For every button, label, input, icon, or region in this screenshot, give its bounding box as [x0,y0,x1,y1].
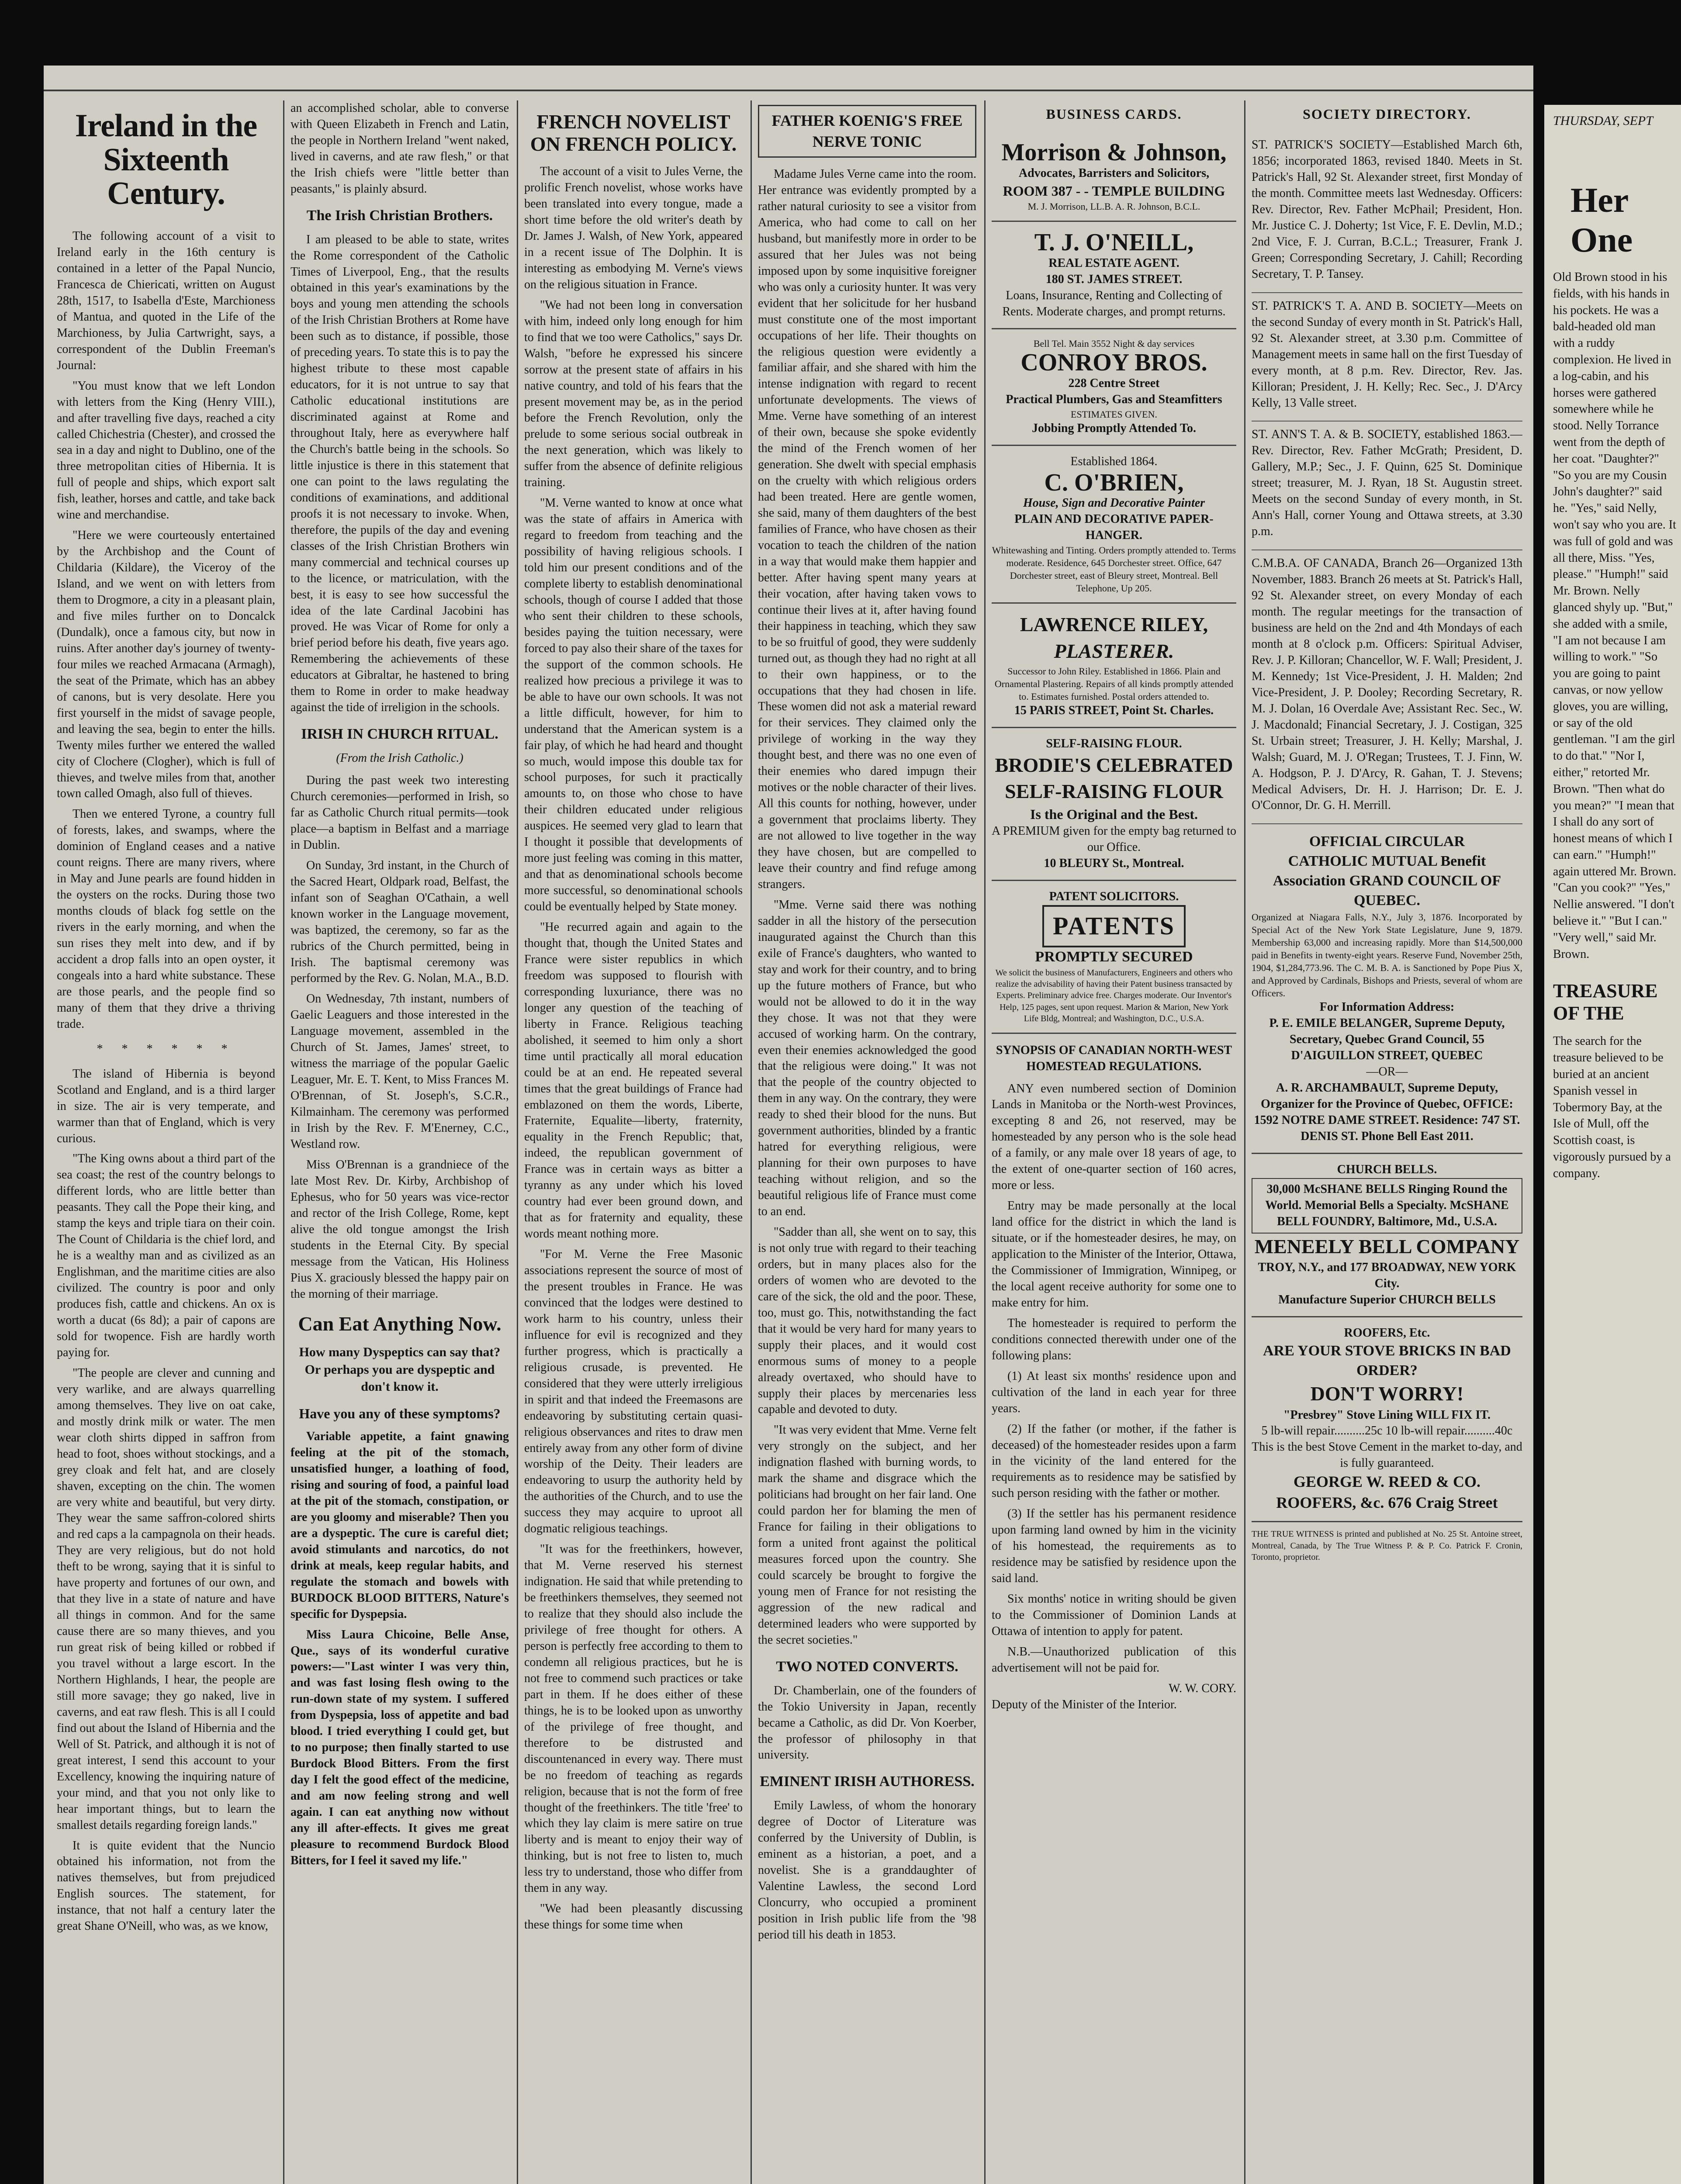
stove-prices: 5 lb-will repair..........25c 10 lb-will repair..........40c [1261,1424,1513,1438]
paragraph: "For M. Verne the Free Masonic associations represent the source of most of the present troubles in France. He was convinced that the lodges were destined to work harm to his country, unless their influence for evil is recognized and they further progress, which is practically a religious crusade, is prevented. He considered that they were utterly irreligious in spirit and that indeed the Freemasons are endeavoring by substituting certain quasi-religious observances and rites to draw men entirely away from any other form of divine worship of the Deity. Their leaders are endeavoring to usurp the authority held by the authorities of the Church, and to use the success they may acquire to uproot all dogmatic religious teachings. [524,1248,743,1536]
meneely-loc: TROY, N.Y., and 177 BROADWAY, NEW YORK City. [1258,1261,1516,1291]
bells-head: CHURCH BELLS. [1337,1162,1437,1176]
paragraph: "It was very evident that Mme. Verne felt very strongly on the subject, and her indignation flashed with burning words, to mark the shame and disgrace which the politicians had brought on her fair land. One could pardon her for blaming the men of France for failing in their obligations to form a united front against the political measures forced upon the country. She could scarcely be brought to forgive the young men of France for not resisting the aggression of the new radical and determined leaders who were supported by the secret societies." [758,1423,976,1647]
next-page-title: Her One [1570,181,1633,259]
card-cmba [1252,824,1522,1154]
firm-text: Loans, Insurance, Renting and Collecting of Rents. Moderate charges, and prompt returns. [1002,288,1226,318]
next-page-edge [1544,105,1681,2184]
mcshane-ad: 30,000 McSHANE BELLS Ringing Round the World. Memorial Bells a Specialty. McSHANE BELL FOUNDRY, Baltimore, Md., U.S.A. [1252,1178,1522,1234]
paragraph: Madame Jules Verne came into the room. Her entrance was evidently prompted by a rather natural curiosity to see a visitor from America, who had come to call on her husband, but manifestly more in order to be assured that her Jules was not being imposed upon by some inquisitive foreigner who was only a curiosity hunter. It was very evident that her solicitude for her husband must constitute one of the most important occupations of her life. Their thoughts on the religious question were evidently a familiar affair, and she shared with him the intense indignation with regard to recent unfortunate developments. The views of Mme. Verne have something of an interest of their own, because she spoke evidently the mind of the French women of her generation. She dwelt with special emphasis on the cruelty with which religious orders had been treated. Here are gentle women, she said, many of them daughters of the best families of France, who have chosen as their vocation to teach the children of the nation in a way that would make them happier and better. After having spent many years at their vocation, after having taken vows to continue their lives at it, after having found their happiness in teaching, which they saw to be so fruitful of good, they were suddenly turned out, as though they had no right at all to their own happiness, or to the occupations that they had chosen in life. These women did not ask a material reward for their services. They claimed only the privilege of working in the way they thought best, and there was no one even of their enemies who dared impugn their motives or the noble character of their lives. All this counts for nothing, however, under a government that proclaims liberty. They are not allowed to live together in the way they have chosen, but are compelled to leave their country and find refuge among strangers. [758,167,976,891]
homestead-signature: W. W. CORY. [1169,1681,1236,1695]
column-rule [517,100,518,2184]
header-rule [44,90,1533,91]
section-heading-business: BUSINESS CARDS. [1046,106,1182,122]
column-verne-continued [758,100,976,2184]
paragraph: The account of a visit to Jules Verne, the prolific French novelist, whose works have been translated into every tongue, made a short time before the old writer's death by Dr. James J. Walsh, of New York, appeared in a recent issue of The Dolphin. It is interesting as embodying M. Verne's views on the religious situation in France. [524,165,743,291]
card-bells [1252,1154,1522,1317]
column-rule [751,100,752,2184]
firm-name: T. J. O'NEILL, [1034,229,1194,256]
article-title-eminent: EMINENT IRISH AUTHORESS. [760,1773,975,1790]
card-morrison [992,132,1236,222]
next-page-date: THURSDAY, SEPT [1553,114,1653,128]
next-page-text: Old Brown stood in his fields, with his hands in his pockets. He was a bald-headed old man with a ruddy complexion. He lived in a log-cabin, and his horses were gathered somewhere while he stood. Nelly Torrance went from the depth of her coat. "Daughter?" "So you are my Cousin John's daughter?" said he. "Yes," said Nelly, won't say who you are. It was full of gold and was all there, Miss. "Yes, please." "Humph!" said Mr. Brown. Nelly glanced shyly up. "But," she added with a smile, "I am not because I am willing to work." "So you are going to paint canvas, or now yellow gloves, you are willing, or say of the old gentleman. "I am the girl to do that." "Nor I, either," retorted Mr. Brown. "Then what do you mean?" "I mean that I shall do any sort of honest means of which I can earn." "Humph!" again uttered Mr. Brown. "Can you cook?" "Yes," Nellie answered. "I don't believe it." "But I can." "Very well," said Mr. Brown. [1553,270,1677,961]
flour-name: BRODIE'S CELEBRATED SELF-RAISING FLOUR [995,753,1233,803]
paragraph: During the past week two interesting Church ceremonies—performed in Irish, so far as Catholic Church ritual permits—took place—a baptism in Belfast and a marriage in Dublin. [291,774,509,852]
patents-sub: PROMPTLY SECURED [1035,948,1193,965]
section-divider: * * * * * * [97,1042,235,1056]
society-text: ST. PATRICK'S SOCIETY—Established March 6th, 1856; incorporated 1863, revised 1840. Meets in St. Patrick's Hall, 92 St. Alexander street, first Monday of the month. Committee meets last Wednesday. Officers: Rev. Director, Rev. Father McPhail; President, Hon. Mr. Justice C. J. Doherty; 1st Vice, F. E. Devlin, M.D.; 2nd Vice, F. J. Curran, B.C.L.; Treasurer, Frank J. Green; Corresponding Secretary, J. Cahill; Recording Secretary, T. P. Tansey. [1252,138,1522,281]
patents-word: PATENTS [1042,905,1186,947]
column-rule [283,100,284,2184]
society-entry [1252,422,1522,550]
paragraph: "The King owns about a third part of the sea coast; the rest of the country belongs to different lords, who are little better than peasants. They call the Pope their king, and stamp the keys and triple tiara on their coin. The Count of Childaria is the chief lord, and he is a wealthy man and as civilized as an Englishman, and the maritime cities are also civilized. The country is poor and only produces fish, cattle and chickens. An ox is worth a ducat (6s 8d); a pair of capons are sold for twopence. Fish are hardly worth paying for. [57,1152,275,1359]
firm-name: CONROY BROS. [1020,349,1207,376]
paragraph: (3) If the settler has his permanent residence upon farming land owned by him in the vicinity of his homestead, the requirements as to residence may be satisfied by residence upon the said land. [992,1507,1236,1586]
article-source: (From the Irish Catholic.) [336,751,463,765]
card-riley [992,604,1236,728]
firm-name: C. O'BRIEN, [1044,469,1184,496]
paragraph: "We had been pleasantly discussing these things for some time when [524,1902,743,1932]
cmba-info: For Information Address: [1319,1000,1455,1014]
paragraph: I am pleased to be able to state, writes the Rome correspondent of the Catholic Times of Liverpool, Eng., that the results obtained in this year's examinations by the boys and young men attending the schools of the Irish Christian Brothers at Rome have been such as to distance, if possible, those of preceding years. To state this is to pay the highest tribute to these most capable educators, for it is not untrue to say that Catholic educational institutions are discriminated against at Rome and throughout Italy, here as everywhere half the Church's battle being in the schools. So little injustice is there in this statement that one can point to the laws regulating the conditions of examinations, and additional proofs it is not necessary to invoke. When, therefore, the pupils of the day and evening classes of the Irish Christian Brothers win many commercial and technical courses up to the licence, or matriculation, with the best, it is easy to see how successful the idea of the late Cardinal Jacobini has proved. He was Vicar of Rome for only a brief period before his death, five years ago. Remembering the achievements of these educators at Gibraltar, he hastened to bring them to Rome in order to make headway against the tide of irreligion in the schools. [291,232,509,715]
society-entry [1252,293,1522,422]
next-page-treasure-title: TREASURE OF THE [1553,980,1658,1024]
ad-question: Have you any of these symptoms? [299,1405,501,1421]
column-ireland [57,100,275,2184]
ad-body: Variable appetite, a faint gnawing feeling at the pit of the stomach, unsatisfied hunger, a loathing of food, rising and souring of food, a painful load at the pit of the stomach, constipation, or are you gloomy and miserable? Then you are a dyspeptic. The cure is careful diet; avoid stimulants and narcotics, do not drink at meals, keep regular habits, and regulate the stomach and bowels with BURDOCK BLOOD BITTERS, Nature's specific for Dyspepsia. [291,1430,509,1621]
paragraph: "M. Verne wanted to know at once what was the state of affairs in America with regard to freedom from teaching and the possibility of having religious schools. I told him our present conditions and of the complete liberty to establish denominational schools, though of course I added that those who sent their children to these schools, besides paying the tuition necessary, were forced to pay also their share of the taxes for the support of the common schools. He realized how precious a privilege it was to be able to have our own schools. It was not a little difficult, however, for him to understand that the American system is a fair play, of which he had heard and thought so much, would impose this double tax for school purposes, for such it practically amounts to, on those who chose to have their children educated under religious auspices. He seemed very glad to learn that I thought it possible that developments of more just feeling was coming in this matter, and that as denominational schools become more successful, so denominational schools could be eventually helped by State money. [524,496,743,914]
ad-title-eat: Can Eat Anything Now. [298,1312,502,1335]
firm-text: Successor to John Riley. Established in 1866. Plain and Ornamental Plastering. Repairs of all kinds promptly attended to. Estimates furnished. Postal orders attended to. [994,665,1234,702]
paragraph: Entry may be made personally at the local land office for the district in which the land is situate, or if the homesteader desires, he may, on application to the Minister of the Interior, Ottawa, the Commissioner of Immigration, Winnipeg, or the local agent receive authority for some one to make entry for him. [992,1199,1236,1310]
paragraph: (2) If the father (or mother, if the father is deceased) of the homesteader resides upon a farm in the vicinity of the land entered for the requirements as to residence may be satisfied by such person residing with the father or mother. [992,1422,1236,1500]
column-verne [524,100,743,2184]
flour-addr: 10 BLEURY St., Montreal. [1044,857,1184,871]
article-title-brothers: The Irish Christian Brothers. [306,207,493,224]
firm-text: Practical Plumbers, Gas and Steamfitters [1006,392,1222,406]
article-title-ireland: Ireland in the Sixteenth Century. [75,108,257,212]
roof-head: ROOFERS, Etc. [1344,1326,1430,1340]
firm-tel: Bell Tel. Main 3552 Night & day services [1033,338,1195,349]
paragraph: an accomplished scholar, able to converse with Queen Elizabeth in French and Latin, the people in Northern Ireland "went naked, lived in caverns, and ate raw flesh," or that the Irish chiefs were "little better than peasants," is plainly absurd. [291,101,509,196]
paragraph: "Mme. Verne said there was nothing sadder in all the history of the persecution inaugurated against the Church than this exile of France's daughters, who wanted to stay and work for their country, and to bring up the future mothers of France, but who would not be allowed to do it in the way they chose. It was not that they were accused of working harm. On the contrary, even their enemies acknowledged the good that the religious were doing." It was not that the people of the country objected to them in any way. On the contrary, they were ready to shed their blood for the nuns. But government authorities, blinded by a frantic hatred for everything religious, were planning for their own purposes to have teaching without religion, and so the beautiful religious life of France must come to an end. [758,898,976,1219]
paragraph: "He recurred again and again to the thought that, though the United States and France were sister republics in which freedom was supposed to flourish with corresponding luxuriance, there was no longer any question of the teaching of liberty in France. Religious teaching abolished, it seemed to him only a short time until practically all moral education could be at an end. He repeated several times that the great buildings of France had emblazoned on them the words, Liberte, Fraternite, Equalite—liberty, fraternity, equality in the French Republic; that, indeed, the republican government of France was in certain ways as bitter a tyranny as any under which his loved country had ever been ground down, and that as for fraternity and equality, these words meant nothing more. [524,920,743,1241]
society-text: ST. PATRICK'S T. A. AND B. SOCIETY—Meets on the second Sunday of every month in St. Patrick's Hall, 92 St. Alexander street, at 3.30 p.m. Committee of Management meets in same hall on the first Tuesday of every month, at 8 p.m. Rev. Director, Rev. Jas. Killoran; President, J. H. Kelly; Rec. Sec., J. D'Arcy Kelly, 13 Valle street. [1252,299,1522,410]
stove-dont: DON'T WORRY! [1310,1382,1464,1405]
homestead-notice [992,1043,1236,1713]
cmba-or: —OR— [1366,1064,1408,1078]
paragraph: Miss O'Brennan is a grandniece of the late Most Rev. Dr. Kirby, Archbishop of Ephesus, who for 50 years was vice-rector and rector of the Irish College, Rome, kept alive the old tongue amongst the Irish students in the Eternal City. By special message from the Vatican, His Holiness Pius X. graciously blessed the happy pair on the morning of their marriage. [291,1158,509,1301]
paragraph: N.B.—Unauthorized publication of this advertisement will not be paid for. [992,1645,1236,1675]
paragraph: "We had not been long in conversation with him, indeed only long enough for him to find that we too were Catholics," says Dr. Walsh, "before he expressed his sincere sorrow at the present state of affairs in his native country, and told of his fears that the present movement may be, as in the period before the French Revolution, only the prelude to some serious social outbreak in the next generation, which was likely to suffer from the absence of definite religious training. [524,298,743,490]
paragraph: The island of Hibernia is beyond Scotland and England, and is a third larger in size. The air is very temperate, and warmer than that of England, which is very curious. [57,1067,275,1145]
reed-ad: GEORGE W. REED & CO. ROOFERS, &c. 676 Craig Street [1276,1473,1498,1511]
column-business-cards [992,100,1236,2184]
firm-text: Whitewashing and Tinting. Orders promptly attended to. Terms moderate. Residence, 645 Dorchester street. Office, 647 Dorchester street, east of Bleury street, Montreal. Bell Telephone, Up 205. [992,545,1236,594]
article-title-ritual: IRISH IN CHURCH RITUAL. [301,726,498,743]
column-rule [1244,100,1245,2184]
firm-names: M. J. Morrison, LL.B. A. R. Johnson, B.C.L. [1027,201,1200,212]
firm-line: Advocates, Barristers and Solicitors, [1018,166,1210,180]
flour-orig: Is the Original and the Best. [1030,806,1198,822]
paragraph: "Here we were courteously entertained by the Archbishop and the Count of Childaria (Kildare), the Viceroy of the Island, and we went on with letters from them to Drogmore, a city in a pleasant plain, and five miles further on to Doncalck (Dundalk), once a famous city, but now in ruins. After another day's journey of twenty-four miles we reached Armacana (Armagh), the seat of the Primate, which has an abbey of canons, but is very desolate. Here you first yourself in the midst of savage people, and leaving the sea, begin to enter the hills. Twenty miles further we entered the walled city of Clochere (Clogher), which is full of thieves, and twelve miles from that, another town called Omagh, also full of thieves. [57,529,275,801]
society-text: C.M.B.A. OF CANADA, Branch 26—Organized 13th November, 1883. Branch 26 meets at St. Patrick's Hall, 92 St. Alexander street, on every Monday of each month. The regular meetings for the transaction of business are held on the 2nd and 4th Mondays of each month at 8 o'clock p.m. Officers: Spiritual Adviser, Rev. J. P. Killoran; Chancellor, W. F. Wall; President, J. M. Kennedy; 1st Vice-President, J. H. Malden; 2nd Vice-President, J. P. Dooley; Recording Secretary, R. M. J. Dolan, 16 Overdale Ave; Assistant Rec. Sec., W. J. Macdonald; Financial Secretary, J. J. Costigan, 325 St. Urbain street; Treasurer, J. H. Kelly; Marshal, J. Walsh; Guard, M. J. O'Regan; Trustees, T. J. Finn, W. A. Hodgson, P. J. D'Arcy, R. Gahan, T. J. Stevens; Medical Advisers, Dr. H. J. Harrison; Dr. E. J. O'Connor, Dr. G. H. Merrill. [1252,556,1522,812]
firm-title: REAL ESTATE AGENT. [1048,256,1179,270]
flour-premium: A PREMIUM given for the empty bag returned to our Office. [992,824,1236,854]
meneely-text: Manufacture Superior CHURCH BELLS [1278,1293,1496,1307]
ad-testimonial: Miss Laura Chicoine, Belle Anse, Que., says of its wonderful curative powers:—"Last winter I was very thin, and was fast losing flesh owing to the run-down state of my system. I suffered from Dyspepsia, loss of appetite and bad blood. I tried everything I could get, but to no purpose; then finally started to use Burdock Blood Bitters. From the first day I felt the good effect of the medicine, and am now feeling strong and well again. I can eat anything now without any ill after-effects. It gives me great pleasure to recommend Burdock Blood Bitters, for I feel it saved my life." [291,1628,509,1867]
meneely-name: MENEELY BELL COMPANY [1254,1235,1520,1258]
paragraph: Dr. Chamberlain, one of the founders of the Tokio University in Japan, recently became a Catholic, as did Dr. Von Koerber, the professor of philosophy in that university. [758,1683,976,1762]
firm-addr: 228 Centre Street [1068,376,1160,390]
ad-nerve-tonic: FATHER KOENIG'S FREE NERVE TONIC [758,105,976,158]
paragraph: On Sunday, 3rd instant, in the Church of the Sacred Heart, Oldpark road, Belfast, the infant son of Seaghan O'Cathain, a well known worker in the Language movement, was baptized, the ceremony, so far as the rubrics of the Church permitted, being in Irish. The baptismal ceremony was performed by the Rev. G. Nolan, M.A., B.D. [291,858,509,985]
paragraph: The following account of a visit to Ireland early in the 16th century is contained in a letter of the Papal Nuncio, Francesca de Chiericati, written on August 28th, 1517, to Isabella d'Este, Marchioness of Mantua, and quoted in the Life of the Marchioness, by Julia Cartwright, says, a correspondent of the Dublin Freeman's Journal: [57,229,275,372]
cmba-archambault: A. R. ARCHAMBAULT, Supreme Deputy, Organizer for the Province of Quebec, OFFICE: 1592 NOTRE DAME STREET. Residence: 747 ST. DENIS ST. Phone Bell East 2011. [1254,1081,1520,1143]
paragraph: The homesteader is required to perform the conditions connected therewith under one of the following plans: [992,1316,1236,1362]
firm-title: House, Sign and Decorative Painter [1023,496,1205,510]
cmba-head: OFFICIAL CIRCULAR [1309,833,1465,850]
card-obrien [992,446,1236,604]
section-heading: SELF-RAISING FLOUR. [1046,736,1182,750]
stove-text: This is the best Stove Cement in the market to-day, and is fully guaranteed. [1252,1440,1522,1470]
firm-est: Established 1864. [1070,454,1158,468]
card-roofers [1252,1317,1522,1522]
stove-presbrey: "Presbrey" Stove Lining WILL FIX IT. [1283,1408,1491,1422]
paragraph: "Sadder than all, she went on to say, this is not only true with regard to their teaching orders, but in many places also for the orders of women who are devoted to the care of the sick, the old and the poor. These, too, must go. This, notwithstanding the fact that it would be very hard for many years to supply their places, and it would cost enormous sums of money to a people already overtaxed, who should have to supply their places by mercenaries less capable and devoted to duty. [758,1225,976,1417]
firm-plain: PLAIN AND DECORATIVE PAPER-HANGER. [1014,512,1214,543]
firm-est: ESTIMATES GIVEN. [1071,408,1157,420]
card-patents [992,881,1236,1033]
card-conroy [992,329,1236,446]
column-society-directory [1252,100,1522,2184]
paragraph: "You must know that we left London with letters from the King (Henry VIII.), and after travelling five days, reached a city called Chichestria (Chester), and crossed the sea in a day and night to Dublino, one of the three metropolitan cities of Hibernia. It is full of people and ships, which export salt fish, leather, horses and cattle, and take back wine and merchandise. [57,379,275,522]
paragraph: ANY even numbered section of Dominion Lands in Manitoba or the North-west Provinces, excepting 8 and 26, not reserved, may be homesteaded by any person who is the sole head of a family, or any male over 18 years of age, to the extent of one-quarter section of 160 acres, more or less. [992,1082,1236,1192]
firm-job: Jobbing Promptly Attended To. [1031,421,1197,435]
cmba-belanger: P. E. EMILE BELANGER, Supreme Deputy, Secretary, Quebec Grand Council, 55 D'AIGUILLON STREET, QUEBEC [1269,1016,1505,1062]
imprint: THE TRUE WITNESS is printed and published at No. 25 St. Antoine street, Montreal, Canada, by The True Witness P. & P. Co. Patrick F. Cronin, Toronto, proprietor. [1252,1529,1522,1562]
card-oneill [992,222,1236,329]
paragraph: "The people are clever and cunning and very warlike, and are always quarrelling among themselves. They live on oat cake, and mostly drink milk or water. The men wear cloth shirts dipped in saffron from head to foot, shoes without stockings, and a grey cloak and felt hat, and are closely shaven, excepting on the chin. The women are very white and beautiful, but very dirty. They wear the same saffron-colored shirts and red caps a la campagnola on their heads. They are very religious, but do not hold theft to be wrong, saying that it is sinful to have property and fortunes of our own, and that they live in a state of nature and have all things in common. And for the same cause there are so many thieves, and you run great risk of being killed or robbed if you travel without a large escort. In the Northern Highlands, I hear, the people are still more savage; they go naked, live in caverns, and eat raw flesh. This is all I could find out about the Island of Hibernia and the Well of St. Patrick, and although it is not of great interest, I send this account to your Excellency, knowing the inquiring nature of your mind, and that you not only like to hear important things, but to learn the smallest details regarding foreign lands." [57,1366,275,1832]
firm-addr: 15 PARIS STREET, Point St. Charles. [1014,703,1214,717]
column-brothers [291,100,509,2184]
stove-question: ARE YOUR STOVE BRICKS IN BAD ORDER? [1263,1343,1511,1379]
firm-name: Morrison & Johnson, [1001,139,1227,166]
article-title-verne: FRENCH NOVELIST ON FRENCH POLICY. [530,111,737,155]
society-entry [1252,550,1522,824]
article-title-converts: TWO NOTED CONVERTS. [776,1658,958,1675]
cmba-name: CATHOLIC MUTUAL Benefit Association GRAND COUNCIL OF QUEBEC. [1273,853,1501,909]
column-rule [984,100,986,2184]
ad-question: How many Dyspeptics can say that? Or perhaps you are dyspeptic and don't know it. [299,1345,501,1394]
section-heading-society: SOCIETY DIRECTORY. [1303,106,1471,122]
firm-name: LAWRENCE RILEY, [1020,613,1208,636]
patents-text: We solicit the business of Manufacturers, Engineers and others who realize the advisability of having their Patent business transacted by Experts. Preliminary advice free. Charges moderate. Our Inventor's Help, 125 pages, sent upon request. Marion & Marion, New York Life Bldg, Montreal; and Washington, D.C., U.S.A. [995,968,1233,1024]
firm-room: ROOM 387 - - TEMPLE BUILDING [1003,183,1225,199]
paragraph: Emily Lawless, of whom the honorary degree of Doctor of Literature was conferred by the University of Dublin, is eminent as a historian, a poet, and a novelist. She is a granddaughter of Valentine Lawless, the second Lord Cloncurry, who occupied a prominent position in Irish public life from the '98 period till his death in 1853. [758,1799,976,1942]
firm-title: PLASTERER. [1054,640,1174,663]
card-flour [992,728,1236,881]
paragraph: Then we entered Tyrone, a country full of forests, lakes, and swamps, where the dominion of England ceases and a native count reigns. There are many rivers, where in May and June pearls are found hidden in the oysters on the rocks. During those two months clouds of black fog settle on the rivers in the early morning, and when the sun rises they melt into dew, and if by accident a drop falls into an open oyster, it congeals into a hard white substance. These are those pearls, and the people find so many of them that they drive a thriving trade. [57,807,275,1031]
paragraph: (1) At least six months' residence upon and cultivation of the land in each year for three years. [992,1369,1236,1415]
paragraph: "It was for the freethinkers, however, that M. Verne reserved his sternest indignation. He said that while pretending to be freethinkers themselves, they seemed not to realize that they should also include the privilege of free thought for others. A person is perfectly free according to them to condemn all religious practices, but he is not free to commend such practices or take part in them. If he does either of these things, he is to be looked upon as unworthy of the privilege of free thought, and therefore to be distrusted and discountenanced in every way. There must be no freedom of teaching as regards religion, because that is not the form of free thought of the freethinkers. The title 'free' to which they lay claim is mere satire on true liberty and is meant to enjoy their way of thinking, but is not free to listen to, much less try to understand, those who differ from them in any way. [524,1542,743,1895]
firm-addr: 180 ST. JAMES STREET. [1045,273,1183,286]
cmba-text: Organized at Niagara Falls, N.Y., July 3, 1876. Incorporated by Special Act of the New York State Legislature, June 9, 1879. Membership 63,000 and increasing rapidly. More than $14,500,000 paid in Benefits in twenty-eight years. Reserve Fund, November 25th, 1904, $1,284,773.96. The C. M. B. A. is Sanctioned by Pope Pius X, and Approved by Cardinals, Bishops and Priests, several of whom are Officers. [1252,911,1522,999]
society-text: ST. ANN'S T. A. & B. SOCIETY, established 1863.—Rev. Director, Rev. Father McGrath; President, D. Gallery, M.P.; Sec., J. F. Quinn, 625 St. Dominique street; treasurer, M. J. Ryan, 18 St. Augustin street. Meets on the second Sunday of every month, in St. Ann's Hall, corner Young and Ottawa streets, at 3.30 p.m. [1252,428,1522,539]
homestead-title: SYNOPSIS OF CANADIAN NORTH-WEST HOMESTEAD REGULATIONS. [996,1043,1232,1073]
newspaper-page [44,66,1533,2184]
paragraph: It is quite evident that the Nuncio obtained his information, not from the natives themselves, but from prejudiced English sources. The statement, for instance, that not half a century later the great Shane O'Neill, who was, as we know, [57,1838,275,1933]
next-page-treasure-text: The search for the treasure believed to be buried at an ancient Spanish vessel in Tobermory Bay, at the Isle of Mull, off the Scottish coast, is vigorously pursued by a company. [1553,1034,1671,1180]
paragraph: On Wednesday, 7th instant, numbers of Gaelic Leaguers and those interested in the Language movement, assembled in the Church of St. James, James' street, to witness the marriage of the popular Gaelic Leaguer, Mr. E. T. Kent, to Miss Frances M. O'Brennan, of St. Joseph's, S.C.R., Kilmainham. The ceremony was performed in Irish by the Rev. F. M'Enerney, C.C., Westland row. [291,992,509,1151]
homestead-deputy: Deputy of the Minister of the Interior. [992,1697,1177,1711]
society-entry [1252,132,1522,293]
paragraph: Six months' notice in writing should be given to the Commissioner of Dominion Lands at Ottawa of intention to apply for patent. [992,1592,1236,1638]
section-heading: PATENT SOLICITORS. [1049,890,1179,904]
